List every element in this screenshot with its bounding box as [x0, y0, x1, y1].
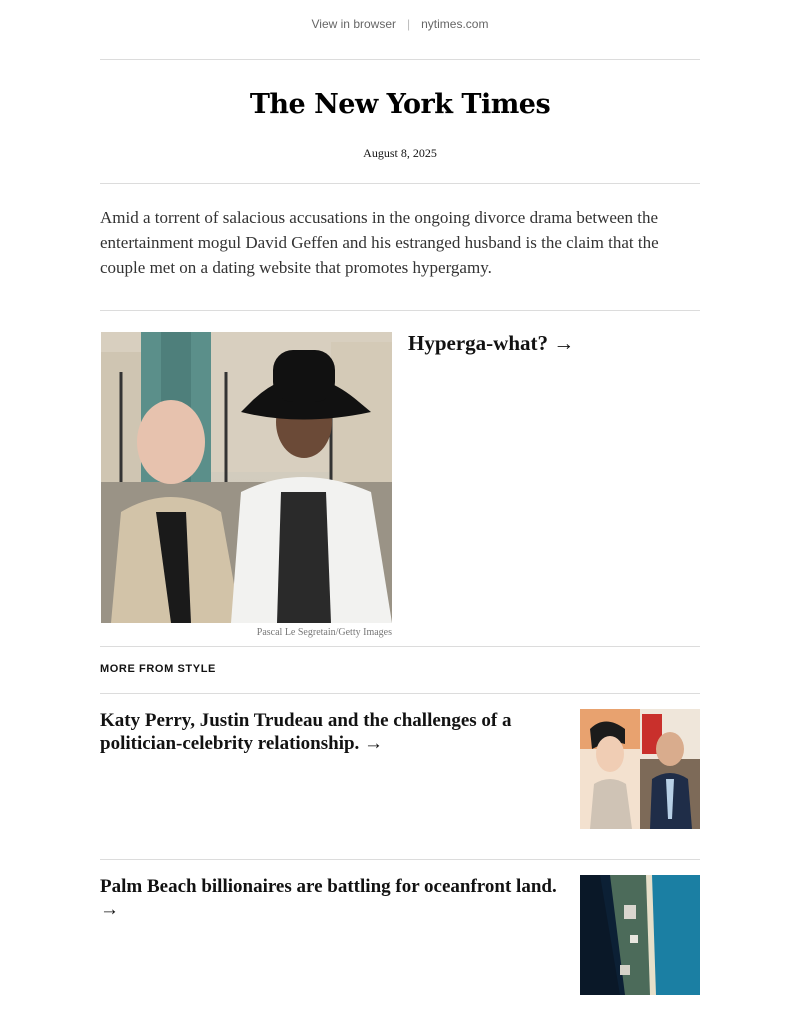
story-headline-link[interactable]: Palm Beach billionaires are battling for oceanfront land. → — [100, 876, 557, 920]
photo-credit: Pascal Le Segretain/Getty Images — [256, 627, 392, 638]
top-links — [100, 0, 700, 60]
story-headline — [100, 709, 560, 829]
story-thumbnail-art — [580, 875, 700, 995]
feature-photo[interactable] — [101, 332, 392, 623]
separator: | — [407, 17, 411, 31]
feature-image-block — [100, 332, 392, 646]
feature-photo-art — [101, 332, 392, 623]
nyt-logo[interactable]: The New York Times — [249, 89, 551, 120]
story-headline — [100, 875, 560, 996]
email-container — [100, 0, 700, 1026]
story-thumbnail-art — [580, 709, 700, 829]
issue-date: August 8, 2025 — [363, 146, 437, 160]
feature-headline-link[interactable]: Hyperga-what? → — [408, 331, 575, 355]
feature-headline — [408, 330, 574, 646]
masthead — [100, 60, 700, 184]
story-headline-link[interactable]: Katy Perry, Justin Trudeau and the challenges of a politician-celebrity relationship. → — [100, 710, 512, 754]
story-thumbnail[interactable] — [580, 709, 700, 829]
story-thumbnail[interactable] — [580, 875, 700, 995]
feature-story — [100, 311, 700, 647]
section-label: MORE FROM STYLE — [100, 647, 700, 694]
story-item — [100, 694, 700, 860]
story-item — [100, 860, 700, 1026]
view-in-browser-link[interactable]: View in browser — [311, 17, 396, 31]
intro-paragraph: Amid a torrent of salacious accusations in the ongoing divorce drama between the entertainment mogul David Geffen and his estranged husband is the claim that the couple met on a dating website that promotes hypergamy. — [100, 184, 700, 311]
nytimes-link[interactable]: nytimes.com — [421, 17, 489, 31]
